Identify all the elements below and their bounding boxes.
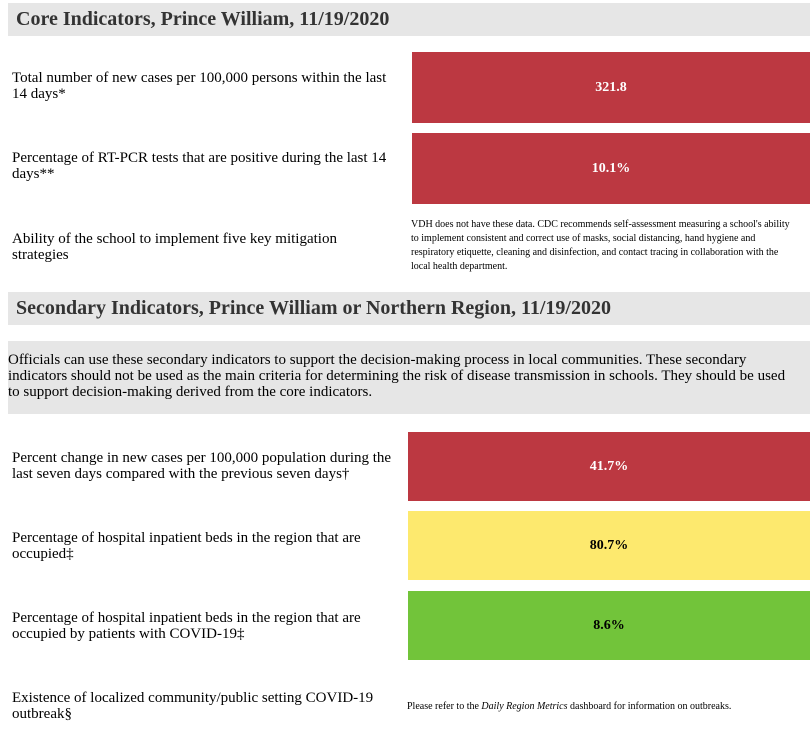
secondary-indicator-label-outbreak: Existence of localized community/public setting COVID-19 outbreak§ [12, 690, 374, 722]
core-indicator-label-test-positivity: Percentage of RT-PCR tests that are positive during the last 14 days** [12, 150, 387, 182]
secondary-intro-text: Officials can use these secondary indicators to support the decision-making process in local communities. These secondary indicators should not be used as the main criteria for determining the risk of disease transmission in schools. They should be used to support decision-making derived from the core indicators. [8, 352, 786, 400]
secondary-indicator-value-percent-change: 41.7% [408, 432, 810, 501]
secondary-indicator-value-covid-beds: 8.6% [408, 591, 810, 660]
core-indicators-title: Core Indicators, Prince William, 11/19/2020 [16, 8, 390, 30]
core-indicator-note-mitigation: VDH does not have these data. CDC recommends self-assessment measuring a school's ability to implement consistent and correct use of masks, social distancing, hand hygiene and respiratory etiquette, cleaning and disinfection, and contact tracing in collaboration with the local health department. [411, 219, 790, 272]
secondary-indicator-label-percent-change: Percent change in new cases per 100,000 population during the last seven days compared with the previous seven days† [12, 450, 392, 482]
daily-region-metrics-link[interactable]: Daily Region Metrics [481, 701, 568, 712]
secondary-indicator-label-covid-beds: Percentage of hospital inpatient beds in the region that are occupied by patients with COVID-19‡ [12, 610, 361, 642]
secondary-indicator-value-beds-occupied: 80.7% [408, 511, 810, 580]
core-indicators-header [8, 3, 810, 36]
core-indicator-label-new-cases: Total number of new cases per 100,000 persons within the last 14 days* [12, 70, 387, 102]
core-indicator-value-new-cases: 321.8 [412, 52, 810, 123]
outbreak-note-suffix: dashboard for information on outbreaks. [567, 701, 732, 712]
secondary-indicators-header [8, 292, 810, 325]
core-indicator-label-mitigation: Ability of the school to implement five key mitigation strategies [12, 231, 337, 263]
secondary-indicators-title: Secondary Indicators, Prince William or Northern Region, 11/19/2020 [16, 297, 611, 319]
core-indicator-value-test-positivity: 10.1% [412, 133, 810, 204]
outbreak-note-prefix: Please refer to the [407, 701, 482, 712]
secondary-indicator-note-outbreak [407, 701, 731, 712]
secondary-indicator-label-beds-occupied: Percentage of hospital inpatient beds in the region that are occupied‡ [12, 530, 361, 562]
